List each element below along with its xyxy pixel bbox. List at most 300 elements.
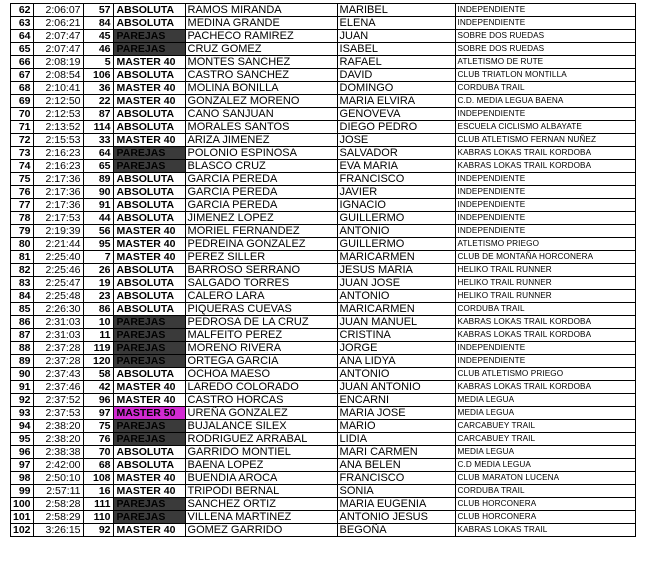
- dorsal-cell: 19: [83, 277, 113, 290]
- time-cell: 2:17:53: [33, 212, 83, 225]
- position-cell: 65: [11, 43, 34, 56]
- table-row: [11, 199, 636, 212]
- club-cell: MEDIA LEGUA: [455, 394, 635, 407]
- dorsal-cell: 11: [83, 329, 113, 342]
- surname-cell: TRIPODI BERNAL: [185, 485, 337, 498]
- category-cell: ABSOLUTA: [113, 4, 185, 17]
- position-cell: 99: [11, 485, 34, 498]
- position-cell: 90: [11, 368, 34, 381]
- table-row: [11, 147, 636, 160]
- club-cell: CORDUBA TRAIL: [455, 303, 635, 316]
- dorsal-cell: 97: [83, 407, 113, 420]
- name-cell: JUAN: [337, 30, 455, 43]
- position-cell: 100: [11, 498, 34, 511]
- surname-cell: BUJALANCE SILEX: [185, 420, 337, 433]
- club-cell: INDEPENDIENTE: [455, 173, 635, 186]
- table-row: [11, 108, 636, 121]
- category-cell: ABSOLUTA: [113, 17, 185, 30]
- surname-cell: CASTRO SANCHEZ: [185, 69, 337, 82]
- table-row: [11, 472, 636, 485]
- position-cell: 77: [11, 199, 34, 212]
- surname-cell: SALGADO TORRES: [185, 277, 337, 290]
- dorsal-cell: 89: [83, 173, 113, 186]
- club-cell: KABRAS LOKAS TRAIL KORDOBA: [455, 147, 635, 160]
- dorsal-cell: 87: [83, 108, 113, 121]
- dorsal-cell: 36: [83, 82, 113, 95]
- name-cell: GENOVEVA: [337, 108, 455, 121]
- name-cell: GUILLERMO: [337, 238, 455, 251]
- name-cell: JORGE: [337, 342, 455, 355]
- club-cell: C.D MEDIA LEGUA: [455, 459, 635, 472]
- position-cell: 72: [11, 134, 34, 147]
- position-cell: 69: [11, 95, 34, 108]
- category-cell: PAREJAS: [113, 433, 185, 446]
- dorsal-cell: 70: [83, 446, 113, 459]
- dorsal-cell: 44: [83, 212, 113, 225]
- surname-cell: GARCIA PEREDA: [185, 199, 337, 212]
- position-cell: 98: [11, 472, 34, 485]
- table-row: [11, 251, 636, 264]
- table-row: [11, 498, 636, 511]
- position-cell: 64: [11, 30, 34, 43]
- time-cell: 2:08:54: [33, 69, 83, 82]
- name-cell: JAVIER: [337, 186, 455, 199]
- time-cell: 2:37:46: [33, 381, 83, 394]
- table-row: [11, 69, 636, 82]
- surname-cell: MALFEITO PEREZ: [185, 329, 337, 342]
- dorsal-cell: 42: [83, 381, 113, 394]
- category-cell: ABSOLUTA: [113, 121, 185, 134]
- club-cell: CARCABUEY TRAIL: [455, 420, 635, 433]
- position-cell: 74: [11, 160, 34, 173]
- table-row: [11, 316, 636, 329]
- position-cell: 91: [11, 381, 34, 394]
- surname-cell: CALERO LARA: [185, 290, 337, 303]
- name-cell: ENCARNI: [337, 394, 455, 407]
- time-cell: 2:38:20: [33, 433, 83, 446]
- time-cell: 2:12:53: [33, 108, 83, 121]
- position-cell: 95: [11, 433, 34, 446]
- surname-cell: MONTES SANCHEZ: [185, 56, 337, 69]
- time-cell: 2:25:40: [33, 251, 83, 264]
- category-cell: MASTER 40: [113, 381, 185, 394]
- name-cell: MARIBEL: [337, 4, 455, 17]
- category-cell: PAREJAS: [113, 511, 185, 524]
- position-cell: 92: [11, 394, 34, 407]
- table-row: [11, 407, 636, 420]
- position-cell: 62: [11, 4, 34, 17]
- name-cell: BEGOÑA: [337, 524, 455, 537]
- surname-cell: BUENDIA AROCA: [185, 472, 337, 485]
- category-cell: ABSOLUTA: [113, 446, 185, 459]
- club-cell: KABRAS LOKAS TRAIL KORDOBA: [455, 329, 635, 342]
- name-cell: SALVADOR: [337, 147, 455, 160]
- table-row: [11, 485, 636, 498]
- table-row: [11, 277, 636, 290]
- surname-cell: MORENO RIVERA: [185, 342, 337, 355]
- time-cell: 2:07:47: [33, 30, 83, 43]
- surname-cell: LAREDO COLORADO: [185, 381, 337, 394]
- name-cell: JUAN JOSE: [337, 277, 455, 290]
- dorsal-cell: 90: [83, 186, 113, 199]
- club-cell: CORDUBA TRAIL: [455, 82, 635, 95]
- name-cell: GUILLERMO: [337, 212, 455, 225]
- club-cell: MEDIA LEGUA: [455, 446, 635, 459]
- club-cell: INDEPENDIENTE: [455, 212, 635, 225]
- club-cell: INDEPENDIENTE: [455, 108, 635, 121]
- position-cell: 67: [11, 69, 34, 82]
- dorsal-cell: 76: [83, 433, 113, 446]
- club-cell: SOBRE DOS RUEDAS: [455, 30, 635, 43]
- position-cell: 83: [11, 277, 34, 290]
- category-cell: PAREJAS: [113, 43, 185, 56]
- category-cell: ABSOLUTA: [113, 69, 185, 82]
- position-cell: 94: [11, 420, 34, 433]
- time-cell: 2:26:30: [33, 303, 83, 316]
- dorsal-cell: 57: [83, 4, 113, 17]
- surname-cell: BARROSO SERRANO: [185, 264, 337, 277]
- time-cell: 2:37:28: [33, 355, 83, 368]
- dorsal-cell: 91: [83, 199, 113, 212]
- surname-cell: RAMOS MIRANDA: [185, 4, 337, 17]
- table-row: [11, 446, 636, 459]
- name-cell: ANTONIO: [337, 290, 455, 303]
- time-cell: 2:37:52: [33, 394, 83, 407]
- table-row: [11, 238, 636, 251]
- club-cell: SOBRE DOS RUEDAS: [455, 43, 635, 56]
- category-cell: ABSOLUTA: [113, 277, 185, 290]
- name-cell: JESUS MARIA: [337, 264, 455, 277]
- name-cell: ANTONIO JESUS: [337, 511, 455, 524]
- time-cell: 2:37:43: [33, 368, 83, 381]
- time-cell: 2:57:11: [33, 485, 83, 498]
- category-cell: ABSOLUTA: [113, 303, 185, 316]
- position-cell: 85: [11, 303, 34, 316]
- table-row: [11, 121, 636, 134]
- table-row: [11, 459, 636, 472]
- surname-cell: CANO SANJUAN: [185, 108, 337, 121]
- position-cell: 84: [11, 290, 34, 303]
- surname-cell: PEREZ SILLER: [185, 251, 337, 264]
- club-cell: KABRAS LOKAS TRAIL KORDOBA: [455, 381, 635, 394]
- category-cell: PAREJAS: [113, 147, 185, 160]
- dorsal-cell: 110: [83, 511, 113, 524]
- time-cell: 2:38:38: [33, 446, 83, 459]
- surname-cell: OCHOA MAESO: [185, 368, 337, 381]
- time-cell: 2:16:23: [33, 160, 83, 173]
- position-cell: 81: [11, 251, 34, 264]
- dorsal-cell: 86: [83, 303, 113, 316]
- time-cell: 2:16:23: [33, 147, 83, 160]
- club-cell: CORDUBA TRAIL: [455, 485, 635, 498]
- surname-cell: SANCHEZ ORTIZ: [185, 498, 337, 511]
- table-row: [11, 82, 636, 95]
- club-cell: CARCABUEY TRAIL: [455, 433, 635, 446]
- dorsal-cell: 120: [83, 355, 113, 368]
- dorsal-cell: 92: [83, 524, 113, 537]
- surname-cell: PACHECO RAMIREZ: [185, 30, 337, 43]
- club-cell: CLUB DE MONTAÑA HORCONERA: [455, 251, 635, 264]
- surname-cell: BAENA LOPEZ: [185, 459, 337, 472]
- position-cell: 88: [11, 342, 34, 355]
- time-cell: 2:12:50: [33, 95, 83, 108]
- category-cell: ABSOLUTA: [113, 199, 185, 212]
- club-cell: KABRAS LOKAS TRAIL KORDOBA: [455, 160, 635, 173]
- category-cell: MASTER 40: [113, 485, 185, 498]
- position-cell: 75: [11, 173, 34, 186]
- club-cell: HELIKO TRAIL RUNNER: [455, 290, 635, 303]
- surname-cell: POLONIO ESPINOSA: [185, 147, 337, 160]
- time-cell: 2:19:39: [33, 225, 83, 238]
- table-row: [11, 264, 636, 277]
- surname-cell: MORIEL FERNANDEZ: [185, 225, 337, 238]
- position-cell: 87: [11, 329, 34, 342]
- dorsal-cell: 119: [83, 342, 113, 355]
- results-table: [10, 3, 636, 537]
- club-cell: ESCUELA CICLISMO ALBAYATE: [455, 121, 635, 134]
- surname-cell: PEDROSA DE LA CRUZ: [185, 316, 337, 329]
- time-cell: 2:17:36: [33, 173, 83, 186]
- category-cell: ABSOLUTA: [113, 264, 185, 277]
- category-cell: ABSOLUTA: [113, 173, 185, 186]
- name-cell: ELENA: [337, 17, 455, 30]
- time-cell: 2:58:29: [33, 511, 83, 524]
- table-row: [11, 30, 636, 43]
- dorsal-cell: 5: [83, 56, 113, 69]
- dorsal-cell: 75: [83, 420, 113, 433]
- time-cell: 2:31:03: [33, 329, 83, 342]
- dorsal-cell: 106: [83, 69, 113, 82]
- position-cell: 78: [11, 212, 34, 225]
- name-cell: EVA MARIA: [337, 160, 455, 173]
- table-row: [11, 43, 636, 56]
- position-cell: 66: [11, 56, 34, 69]
- club-cell: INDEPENDIENTE: [455, 186, 635, 199]
- surname-cell: GONZALEZ MORENO: [185, 95, 337, 108]
- table-row: [11, 134, 636, 147]
- category-cell: MASTER 40: [113, 472, 185, 485]
- time-cell: 2:06:07: [33, 4, 83, 17]
- table-row: [11, 17, 636, 30]
- category-cell: ABSOLUTA: [113, 212, 185, 225]
- name-cell: ANTONIO: [337, 225, 455, 238]
- surname-cell: JIMENEZ LOPEZ: [185, 212, 337, 225]
- club-cell: INDEPENDIENTE: [455, 225, 635, 238]
- position-cell: 80: [11, 238, 34, 251]
- name-cell: MARICARMEN: [337, 251, 455, 264]
- table-row: [11, 524, 636, 537]
- table-row: [11, 511, 636, 524]
- position-cell: 86: [11, 316, 34, 329]
- table-row: [11, 290, 636, 303]
- dorsal-cell: 10: [83, 316, 113, 329]
- dorsal-cell: 33: [83, 134, 113, 147]
- table-row: [11, 420, 636, 433]
- category-cell: PAREJAS: [113, 355, 185, 368]
- table-row: [11, 160, 636, 173]
- club-cell: MEDIA LEGUA: [455, 407, 635, 420]
- name-cell: MARIA JOSE: [337, 407, 455, 420]
- category-cell: MASTER 40: [113, 394, 185, 407]
- name-cell: LIDIA: [337, 433, 455, 446]
- time-cell: 2:10:41: [33, 82, 83, 95]
- time-cell: 2:37:53: [33, 407, 83, 420]
- position-cell: 102: [11, 524, 34, 537]
- table-row: [11, 225, 636, 238]
- name-cell: JUAN MANUEL: [337, 316, 455, 329]
- surname-cell: MOLINA BONILLA: [185, 82, 337, 95]
- dorsal-cell: 23: [83, 290, 113, 303]
- table-row: [11, 186, 636, 199]
- time-cell: 2:06:21: [33, 17, 83, 30]
- club-cell: INDEPENDIENTE: [455, 17, 635, 30]
- surname-cell: GOMEZ GARRIDO: [185, 524, 337, 537]
- name-cell: SONIA: [337, 485, 455, 498]
- name-cell: MARICARMEN: [337, 303, 455, 316]
- position-cell: 73: [11, 147, 34, 160]
- time-cell: 2:50:10: [33, 472, 83, 485]
- dorsal-cell: 96: [83, 394, 113, 407]
- club-cell: CLUB MARATON LUCENA: [455, 472, 635, 485]
- dorsal-cell: 65: [83, 160, 113, 173]
- position-cell: 76: [11, 186, 34, 199]
- name-cell: DOMINGO: [337, 82, 455, 95]
- dorsal-cell: 16: [83, 485, 113, 498]
- club-cell: KABRAS LOKAS TRAIL KORDOBA: [455, 316, 635, 329]
- table-row: [11, 173, 636, 186]
- table-row: [11, 56, 636, 69]
- category-cell: PAREJAS: [113, 342, 185, 355]
- name-cell: ANA LIDYA: [337, 355, 455, 368]
- club-cell: ATLETISMO DE RUTE: [455, 56, 635, 69]
- surname-cell: BLASCO CRUZ: [185, 160, 337, 173]
- name-cell: CRISTINA: [337, 329, 455, 342]
- table-row: [11, 303, 636, 316]
- club-cell: HELIKO TRAIL RUNNER: [455, 264, 635, 277]
- results-table-body: [11, 4, 636, 537]
- position-cell: 101: [11, 511, 34, 524]
- category-cell: ABSOLUTA: [113, 108, 185, 121]
- name-cell: JOSE: [337, 134, 455, 147]
- club-cell: CLUB TRIATLON MONTILLA: [455, 69, 635, 82]
- category-cell: MASTER 40: [113, 56, 185, 69]
- club-cell: CLUB ATLETISMO FERNAN NUÑEZ: [455, 134, 635, 147]
- name-cell: FRANCISCO: [337, 472, 455, 485]
- table-row: [11, 368, 636, 381]
- category-cell: MASTER 40: [113, 95, 185, 108]
- category-cell: MASTER 40: [113, 238, 185, 251]
- club-cell: INDEPENDIENTE: [455, 199, 635, 212]
- time-cell: 2:58:28: [33, 498, 83, 511]
- time-cell: 2:25:46: [33, 264, 83, 277]
- name-cell: MARI CARMEN: [337, 446, 455, 459]
- time-cell: 2:08:19: [33, 56, 83, 69]
- category-cell: PAREJAS: [113, 160, 185, 173]
- category-cell: MASTER 40: [113, 82, 185, 95]
- club-cell: INDEPENDIENTE: [455, 342, 635, 355]
- dorsal-cell: 64: [83, 147, 113, 160]
- club-cell: ATLETISMO PRIEGO: [455, 238, 635, 251]
- surname-cell: CRUZ GOMEZ: [185, 43, 337, 56]
- surname-cell: GARCIA PEREDA: [185, 186, 337, 199]
- position-cell: 89: [11, 355, 34, 368]
- table-row: [11, 355, 636, 368]
- surname-cell: ARIZA JIMENEZ: [185, 134, 337, 147]
- time-cell: 2:25:47: [33, 277, 83, 290]
- dorsal-cell: 7: [83, 251, 113, 264]
- category-cell: MASTER 50: [113, 407, 185, 420]
- surname-cell: MORALES SANTOS: [185, 121, 337, 134]
- dorsal-cell: 22: [83, 95, 113, 108]
- time-cell: 2:38:20: [33, 420, 83, 433]
- time-cell: 2:15:53: [33, 134, 83, 147]
- category-cell: ABSOLUTA: [113, 368, 185, 381]
- time-cell: 2:42:00: [33, 459, 83, 472]
- category-cell: MASTER 40: [113, 134, 185, 147]
- surname-cell: GARCIA PEREDA: [185, 173, 337, 186]
- time-cell: 2:31:03: [33, 316, 83, 329]
- position-cell: 63: [11, 17, 34, 30]
- time-cell: 2:25:48: [33, 290, 83, 303]
- name-cell: ISABEL: [337, 43, 455, 56]
- category-cell: PAREJAS: [113, 420, 185, 433]
- category-cell: MASTER 40: [113, 225, 185, 238]
- surname-cell: RODRIGUEZ ARRABAL: [185, 433, 337, 446]
- position-cell: 82: [11, 264, 34, 277]
- category-cell: ABSOLUTA: [113, 290, 185, 303]
- club-cell: CLUB ATLETISMO PRIEGO: [455, 368, 635, 381]
- position-cell: 93: [11, 407, 34, 420]
- surname-cell: VILLENA MARTINEZ: [185, 511, 337, 524]
- name-cell: ANA BELEN: [337, 459, 455, 472]
- category-cell: PAREJAS: [113, 329, 185, 342]
- club-cell: INDEPENDIENTE: [455, 4, 635, 17]
- dorsal-cell: 46: [83, 43, 113, 56]
- dorsal-cell: 95: [83, 238, 113, 251]
- club-cell: C.D. MEDIA LEGUA BAENA: [455, 95, 635, 108]
- position-cell: 68: [11, 82, 34, 95]
- name-cell: IGNACIO: [337, 199, 455, 212]
- table-row: [11, 95, 636, 108]
- name-cell: DIEGO PEDRO: [337, 121, 455, 134]
- club-cell: KABRAS LOKAS TRAIL: [455, 524, 635, 537]
- dorsal-cell: 58: [83, 368, 113, 381]
- surname-cell: ORTEGA GARCIA: [185, 355, 337, 368]
- category-cell: MASTER 40: [113, 524, 185, 537]
- surname-cell: CASTRO HORCAS: [185, 394, 337, 407]
- club-cell: CLUB HORCONERA: [455, 511, 635, 524]
- table-row: [11, 433, 636, 446]
- surname-cell: PIQUERAS CUEVAS: [185, 303, 337, 316]
- time-cell: 2:17:36: [33, 199, 83, 212]
- dorsal-cell: 56: [83, 225, 113, 238]
- position-cell: 71: [11, 121, 34, 134]
- club-cell: CLUB HORCONERA: [455, 498, 635, 511]
- position-cell: 70: [11, 108, 34, 121]
- category-cell: MASTER 40: [113, 251, 185, 264]
- dorsal-cell: 108: [83, 472, 113, 485]
- name-cell: MARIO: [337, 420, 455, 433]
- name-cell: DAVID: [337, 69, 455, 82]
- time-cell: 2:07:47: [33, 43, 83, 56]
- table-row: [11, 4, 636, 17]
- name-cell: ANTONIO: [337, 368, 455, 381]
- dorsal-cell: 26: [83, 264, 113, 277]
- category-cell: ABSOLUTA: [113, 459, 185, 472]
- time-cell: 2:37:28: [33, 342, 83, 355]
- table-row: [11, 212, 636, 225]
- dorsal-cell: 45: [83, 30, 113, 43]
